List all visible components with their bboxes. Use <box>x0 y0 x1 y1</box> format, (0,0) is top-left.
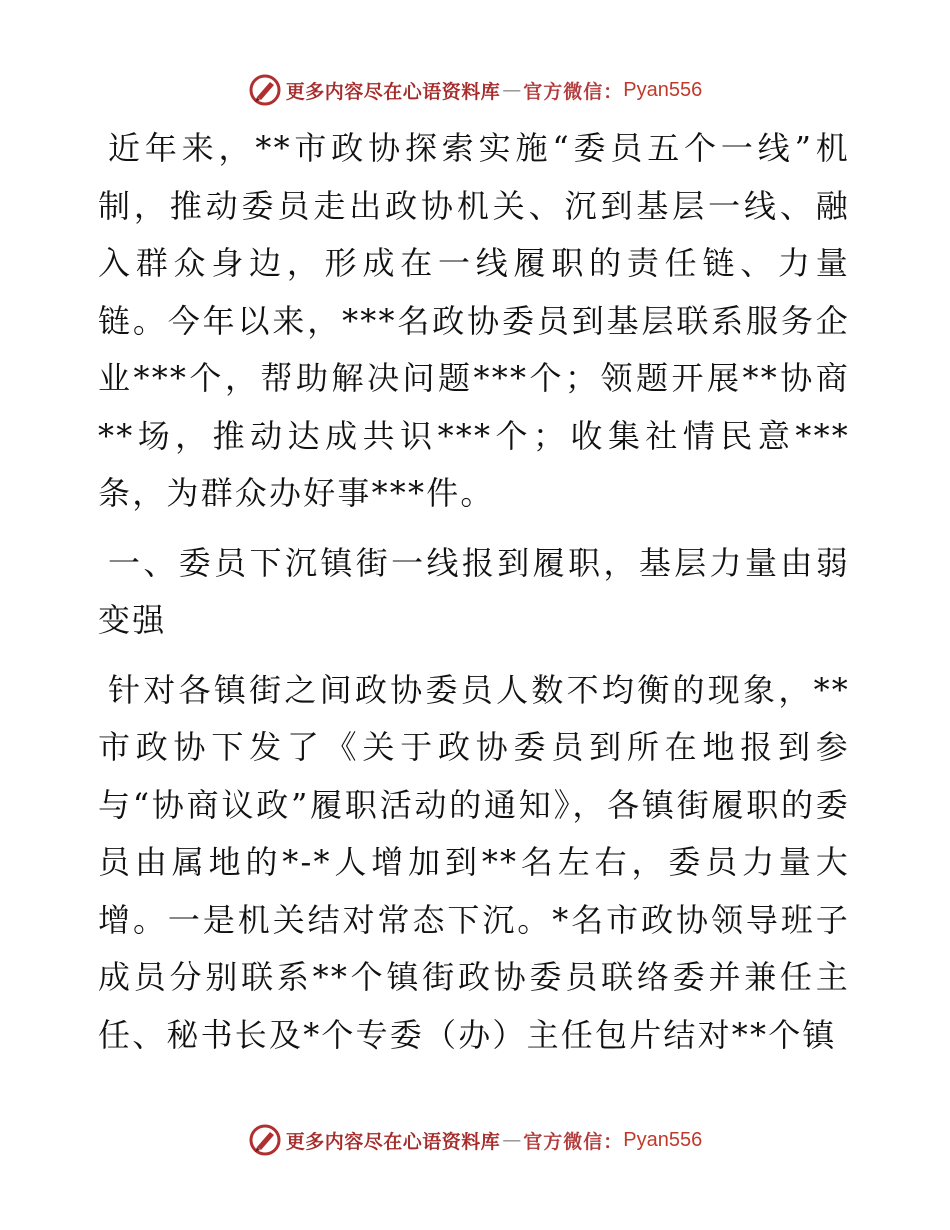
section-heading: 一、委员下沉镇街一线报到履职，基层力量由弱变强 <box>98 543 850 639</box>
watermark-wechat-label: 官方微信： <box>523 80 624 103</box>
watermark-dash: — <box>502 79 522 101</box>
watermark-banner-bottom <box>0 1120 950 1160</box>
watermark-wechat-id: Pyan556 <box>623 78 703 101</box>
writing-hand-logo-icon <box>248 1123 282 1157</box>
watermark-banner-top <box>0 70 950 110</box>
writing-hand-logo-icon <box>248 73 282 107</box>
watermark-lead-text: 更多内容尽在心语资料库 <box>285 1130 501 1153</box>
watermark-wechat-id: Pyan556 <box>623 1128 703 1151</box>
document-body <box>98 120 850 1064</box>
body-paragraph: 针对各镇街之间政协委员人数不均衡的现象，**市政协下发了《关于政协委员到所在地报到参与“协商议政”履职活动的通知》，各镇街履职的委员由属地的*-*人增加到**名左右，委员力量大增。一是机关结对常态下沉。*名市政协领导班子成员分别联系**个镇街政协委员联络委并兼任主任、秘书长及*个专委（办）主任包片结对**个镇 <box>98 670 850 1054</box>
watermark-wechat-label: 官方微信： <box>523 1130 624 1153</box>
watermark-dash: — <box>502 1129 522 1151</box>
intro-paragraph: 近年来，**市政协探索实施“委员五个一线”机制，推动委员走出政协机关、沉到基层一线、融入群众身边，形成在一线履职的责任链、力量链。今年以来，***名政协委员到基层联系服务企业***个，帮助解决问题***个；领题开展**协商**场，推动达成共识***个；收集社情民意***条，为群众办好事***件。 <box>98 129 850 512</box>
watermark-lead-text: 更多内容尽在心语资料库 <box>285 80 501 103</box>
